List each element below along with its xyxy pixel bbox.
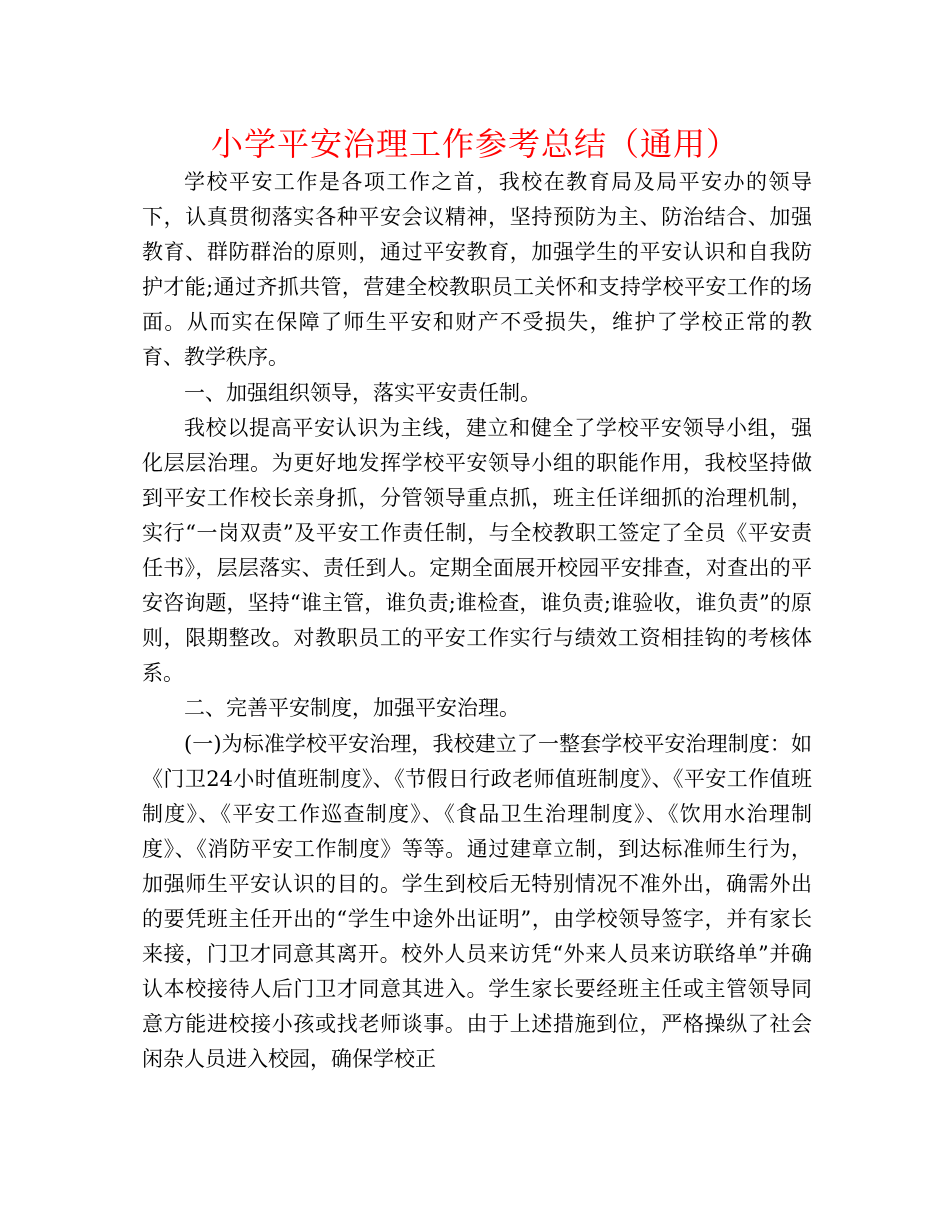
paragraph-intro: 学校平安工作是各项工作之首，我校在教育局及局平安办的领导下，认真贯彻落实各种平安会议精神，坚持预防为主、防治结合、加强教育、群防群治的原则，通过平安教育，加强学生的平安认识和自我防护才能;通过齐抓共管，营建全校教职员工关怀和支持学校平安工作的场面。从而实在保障了师生平安和财产不受损失，维护了学校正常的教育、教学秩序。 <box>142 170 812 370</box>
document-body <box>142 165 812 1077</box>
paragraph-section-1: 我校以提高平安认识为主线，建立和健全了学校平安领导小组，强化层层治理。为更好地发挥学校平安领导小组的职能作用，我校坚持做到平安工作校长亲身抓，分管领导重点抓，班主任详细抓的治理机制，实行“一岗双责”及平安工作责任制，与全校教职工签定了全员《平安责任书》，层层落实、责任到人。定期全面展开校园平安排查，对查出的平安咨询题，坚持“谁主管，谁负责;谁检查，谁负责;谁验收，谁负责”的原则，限期整改。对教职员工的平安工作实行与绩效工资相挂钩的考核体系。 <box>142 415 812 686</box>
section-heading-2: 二、完善平安制度，加强平安治理。 <box>184 696 520 721</box>
document-title: 小学平安治理工作参考总结（通用） <box>210 125 739 163</box>
paragraph-section-2: (一)为标准学校平安治理，我校建立了一整套学校平安治理制度：如《门卫24小时值班制度》、《节假日行政老师值班制度》、《平安工作值班制度》、《平安工作巡查制度》、《食品卫生治理制度》、《饮用水治理制度》、《消防平安工作制度》等等。通过建章立制，到达标准师生行为，加强师生平安认识的目的。学生到校后无特别情况不准外出，确需外出的要凭班主任开出的“学生中途外出证明”，由学校领导签字，并有家长来接，门卫才同意其离开。校外人员来访凭“外来人员来访联络单”并确认本校接待人后门卫才同意其进入。学生家长要经班主任或主管领导同意方能进校接小孩或找老师谈事。由于上述措施到位，严格操纵了社会闲杂人员进入校园，确保学校正 <box>142 731 812 1072</box>
section-heading-1: 一、加强组织领导，落实平安责任制。 <box>184 380 541 405</box>
